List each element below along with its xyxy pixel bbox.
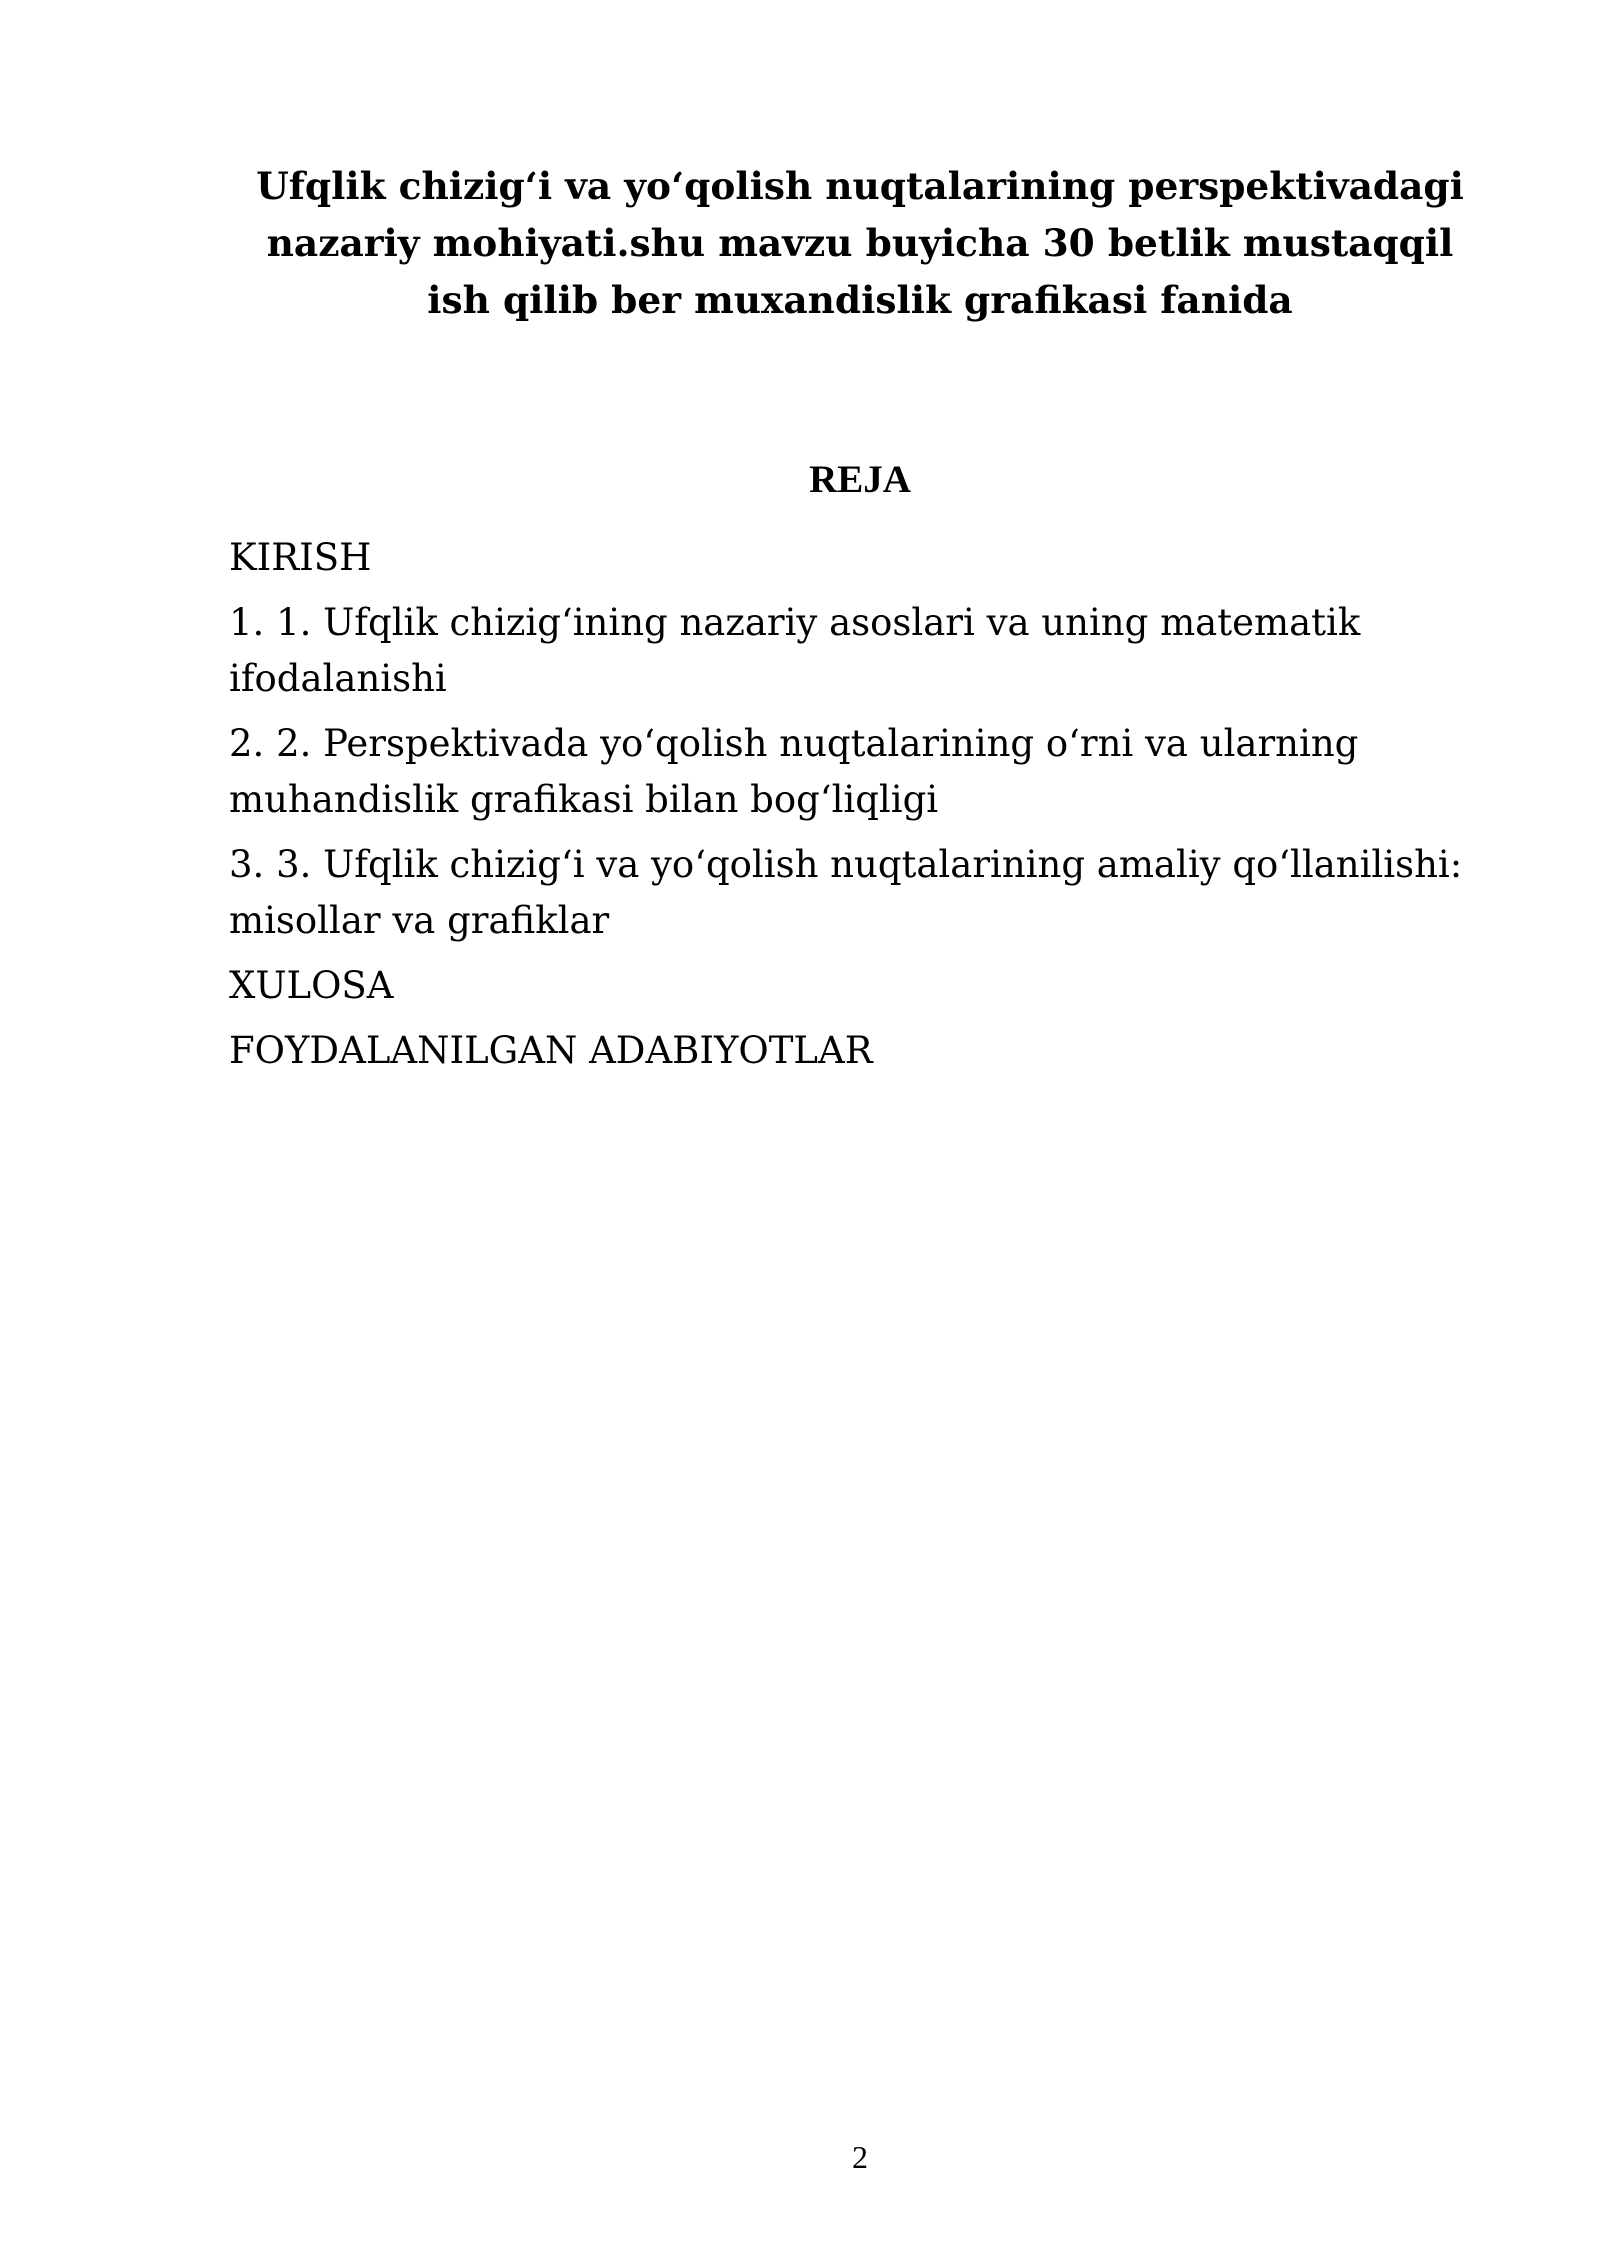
plan-item-introduction [229, 530, 1519, 586]
plan-list [229, 530, 1519, 1088]
plan-item-text: ifodalanishi [229, 657, 447, 700]
plan-item-text: FOYDALANILGAN ADABIYOTLAR [229, 1029, 873, 1072]
plan-item-text: KIRISH [229, 536, 372, 579]
title-line: ish qilib ber muxandislik grafikasi fanida [427, 278, 1293, 322]
plan-item-text: 3. 3. Ufqlik chizig‘i va yo‘qolish nuqtalarining amaliy qo‘llanilishi: [229, 843, 1463, 886]
title-line: nazariy mohiyati.shu mavzu buyicha 30 betlik mustaqqil [266, 221, 1454, 265]
page-number: 2 [852, 2139, 868, 2175]
document-title [230, 158, 1490, 329]
plan-item-text: 1. 1. Ufqlik chizig‘ining nazariy asoslari va uning matematik [229, 601, 1361, 644]
plan-item-conclusion [229, 958, 1519, 1014]
plan-item-text: 2. 2. Perspektivada yo‘qolish nuqtalarining o‘rni va ularning [229, 722, 1359, 765]
plan-item-2 [229, 716, 1519, 828]
plan-item-text: muhandislik grafikasi bilan bog‘liqligi [229, 778, 939, 821]
plan-item-1 [229, 595, 1519, 707]
plan-heading: REJA [809, 458, 911, 501]
plan-item-references [229, 1023, 1519, 1079]
title-line: Ufqlik chizig‘i va yo‘qolish nuqtalarining perspektivadagi [256, 164, 1464, 208]
plan-item-text: misollar va grafiklar [229, 899, 610, 942]
plan-item-3 [229, 837, 1519, 949]
plan-item-text: XULOSA [229, 964, 394, 1007]
